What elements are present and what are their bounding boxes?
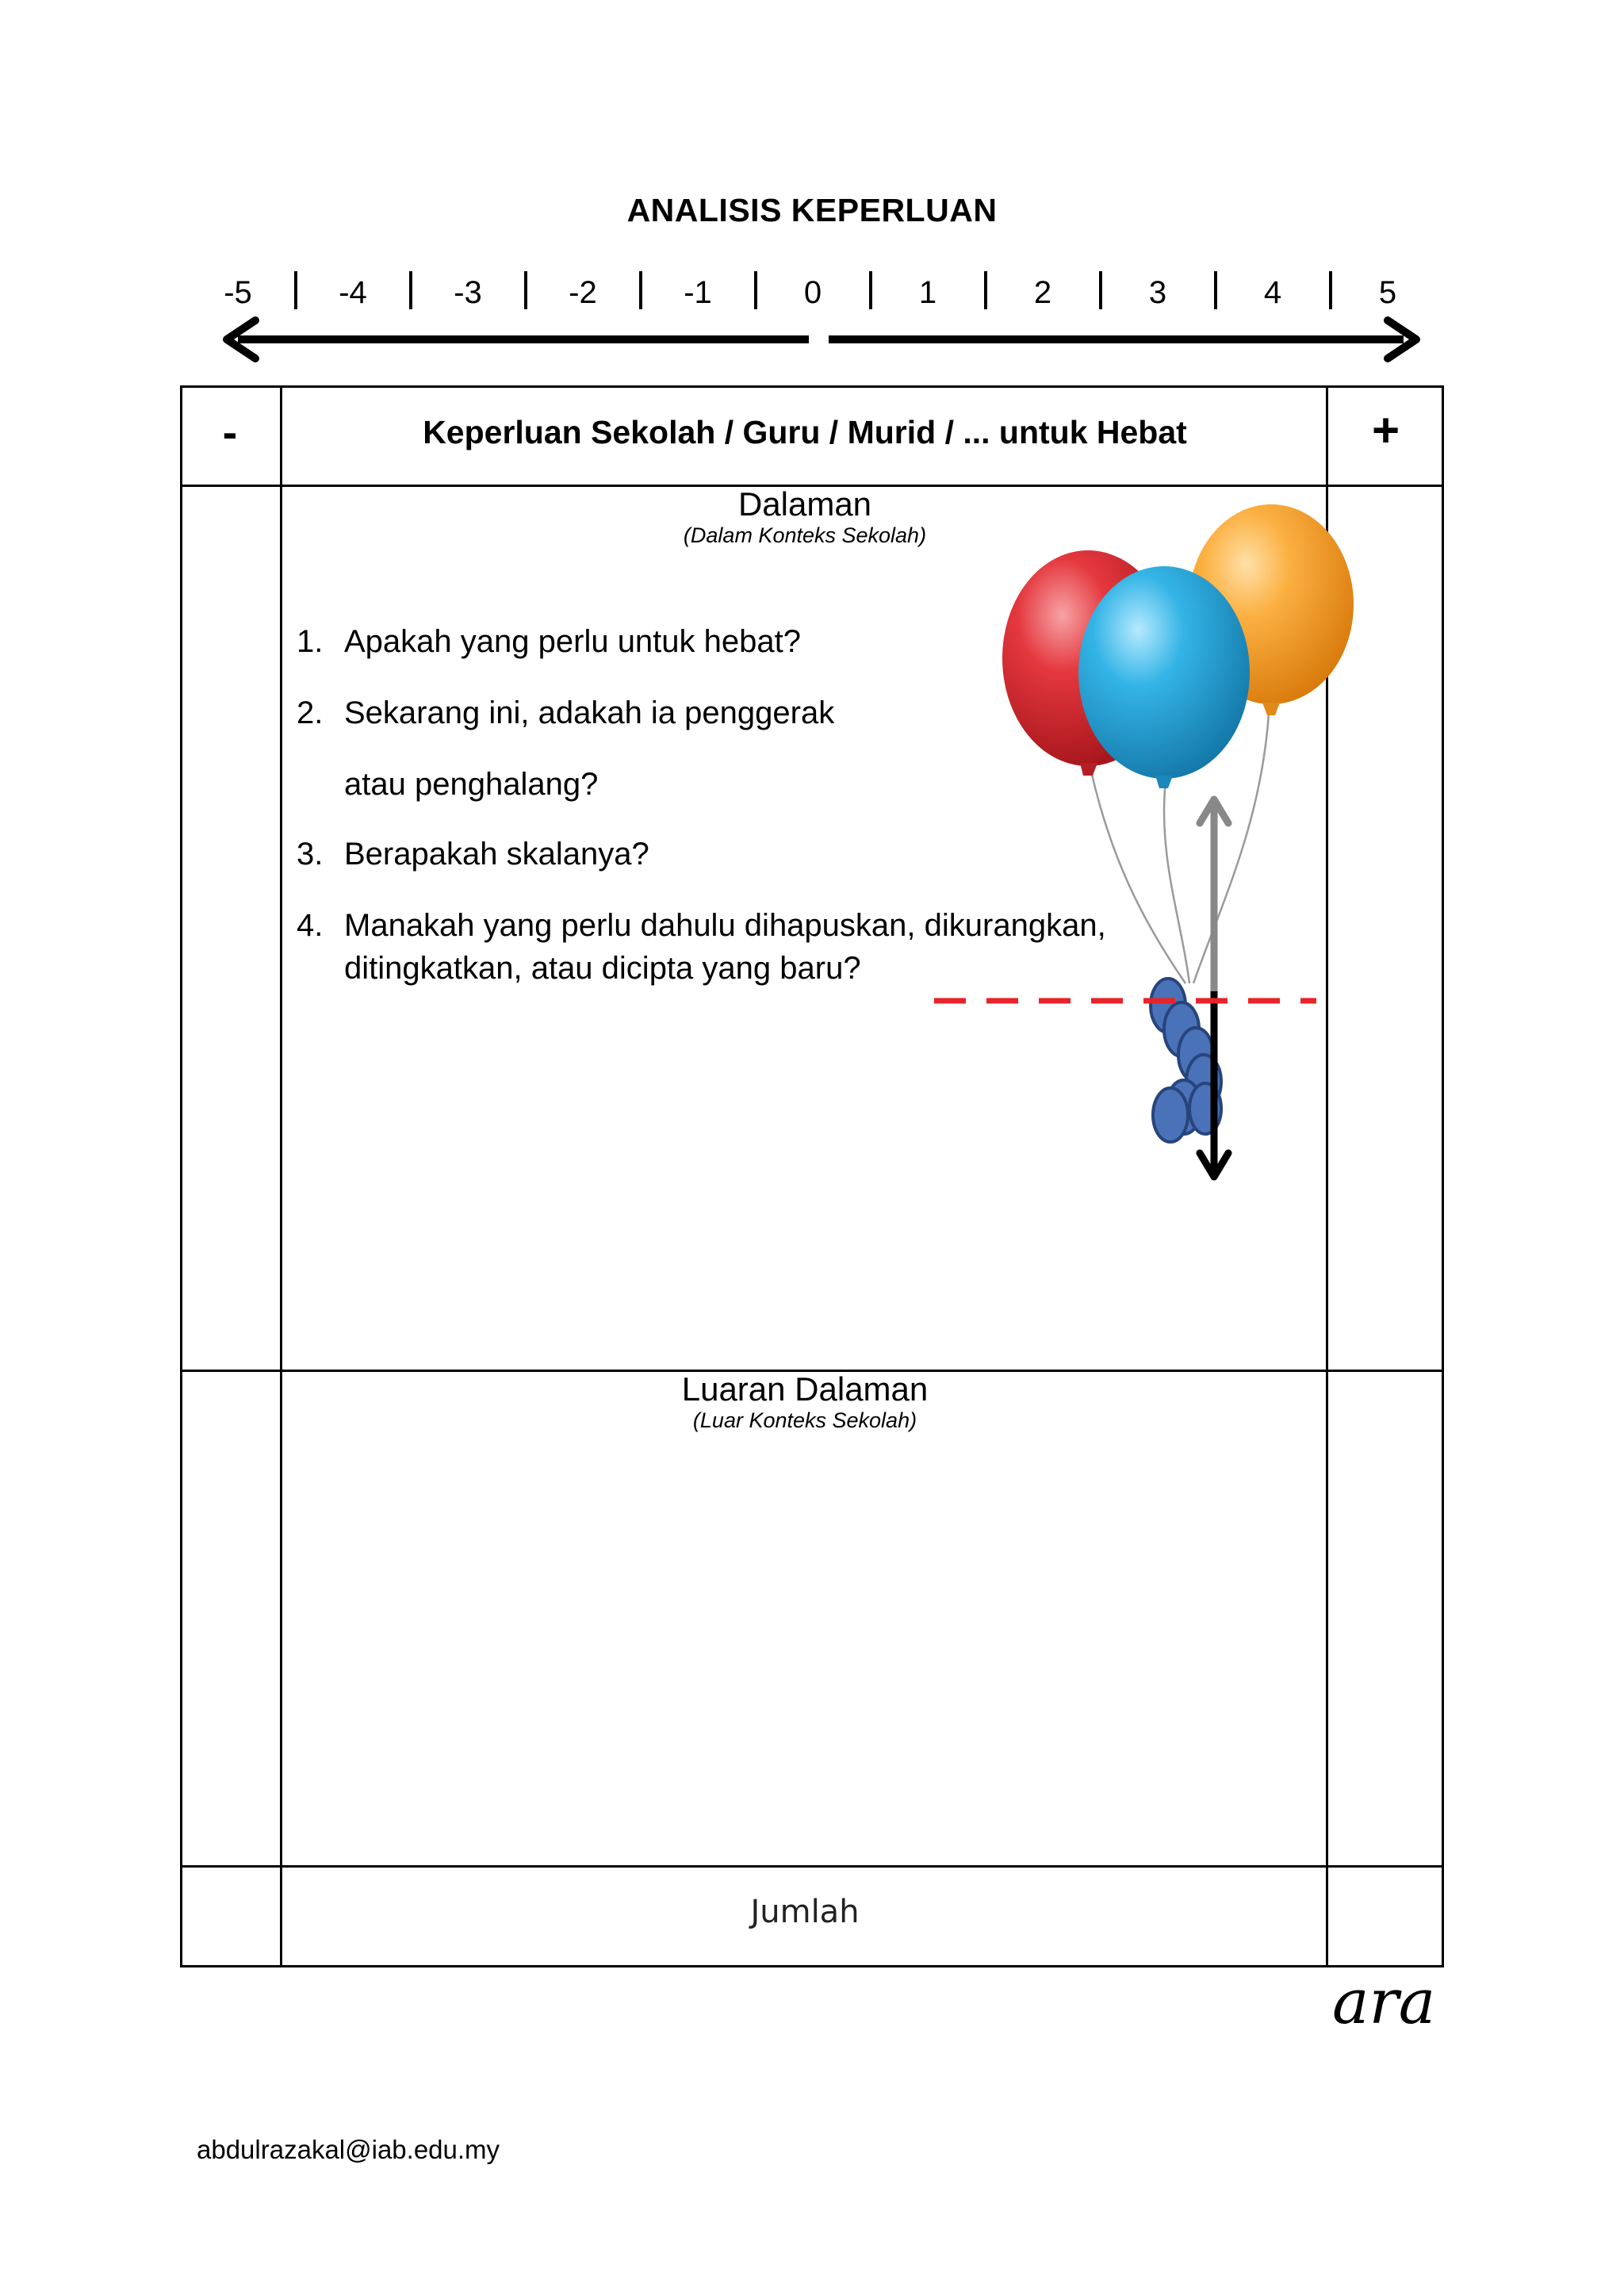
scale-label: -4 (339, 275, 367, 310)
scale-label: 2 (1033, 275, 1052, 310)
balloon-illustration (920, 492, 1364, 1197)
author-email: abdulrazakal@iab.edu.my (197, 2135, 500, 2164)
scale-label: 1 (918, 275, 937, 310)
scale-label: 4 (1263, 275, 1282, 310)
total-label: Jumlah (750, 1894, 860, 1930)
document-title: ANALISIS KEPERLUAN (626, 192, 998, 228)
scale-label: -5 (224, 275, 252, 310)
scale-label: -3 (454, 275, 482, 310)
plus-column-label: + (1371, 404, 1400, 457)
question-number: 1. (297, 624, 324, 659)
signature: ara (1332, 1967, 1436, 2038)
question-number: 3. (297, 837, 324, 872)
question-number: 4. (297, 908, 324, 943)
section-internal-title: Dalaman (737, 485, 872, 523)
section-external-title: Luaran Dalaman (681, 1370, 929, 1408)
minus-column-label: - (222, 407, 238, 457)
question-text: Sekarang ini, adakah ia penggerak (344, 695, 835, 730)
question-text: Apakah yang perlu untuk hebat? (344, 624, 801, 659)
section-internal-subtitle: (Dalam Konteks Sekolah) (683, 523, 927, 547)
question-number: 2. (297, 695, 324, 730)
table-divider (180, 1865, 1444, 1868)
section-external-subtitle: (Luar Konteks Sekolah) (692, 1408, 917, 1432)
scale-bar (0, 254, 1624, 365)
scale-label: -2 (569, 275, 597, 310)
scale-label: -1 (684, 275, 712, 310)
question-text-continuation: atau penghalang? (344, 767, 599, 802)
scale-label: 5 (1378, 275, 1397, 310)
right-arrow (829, 320, 1416, 358)
question-text: Berapakah skalanya? (344, 837, 649, 872)
scale-label: 3 (1148, 275, 1167, 310)
table-header: Keperluan Sekolah / Guru / Murid / ... untuk Hebat (423, 414, 1187, 450)
scale-label: 0 (803, 275, 822, 310)
table-divider (280, 385, 282, 1967)
left-arrow (227, 320, 809, 358)
question-text: Manakah yang perlu dahulu dihapuskan, dikurangkan, ditingkatkan, atau dicipta yang baru? (344, 908, 1106, 986)
